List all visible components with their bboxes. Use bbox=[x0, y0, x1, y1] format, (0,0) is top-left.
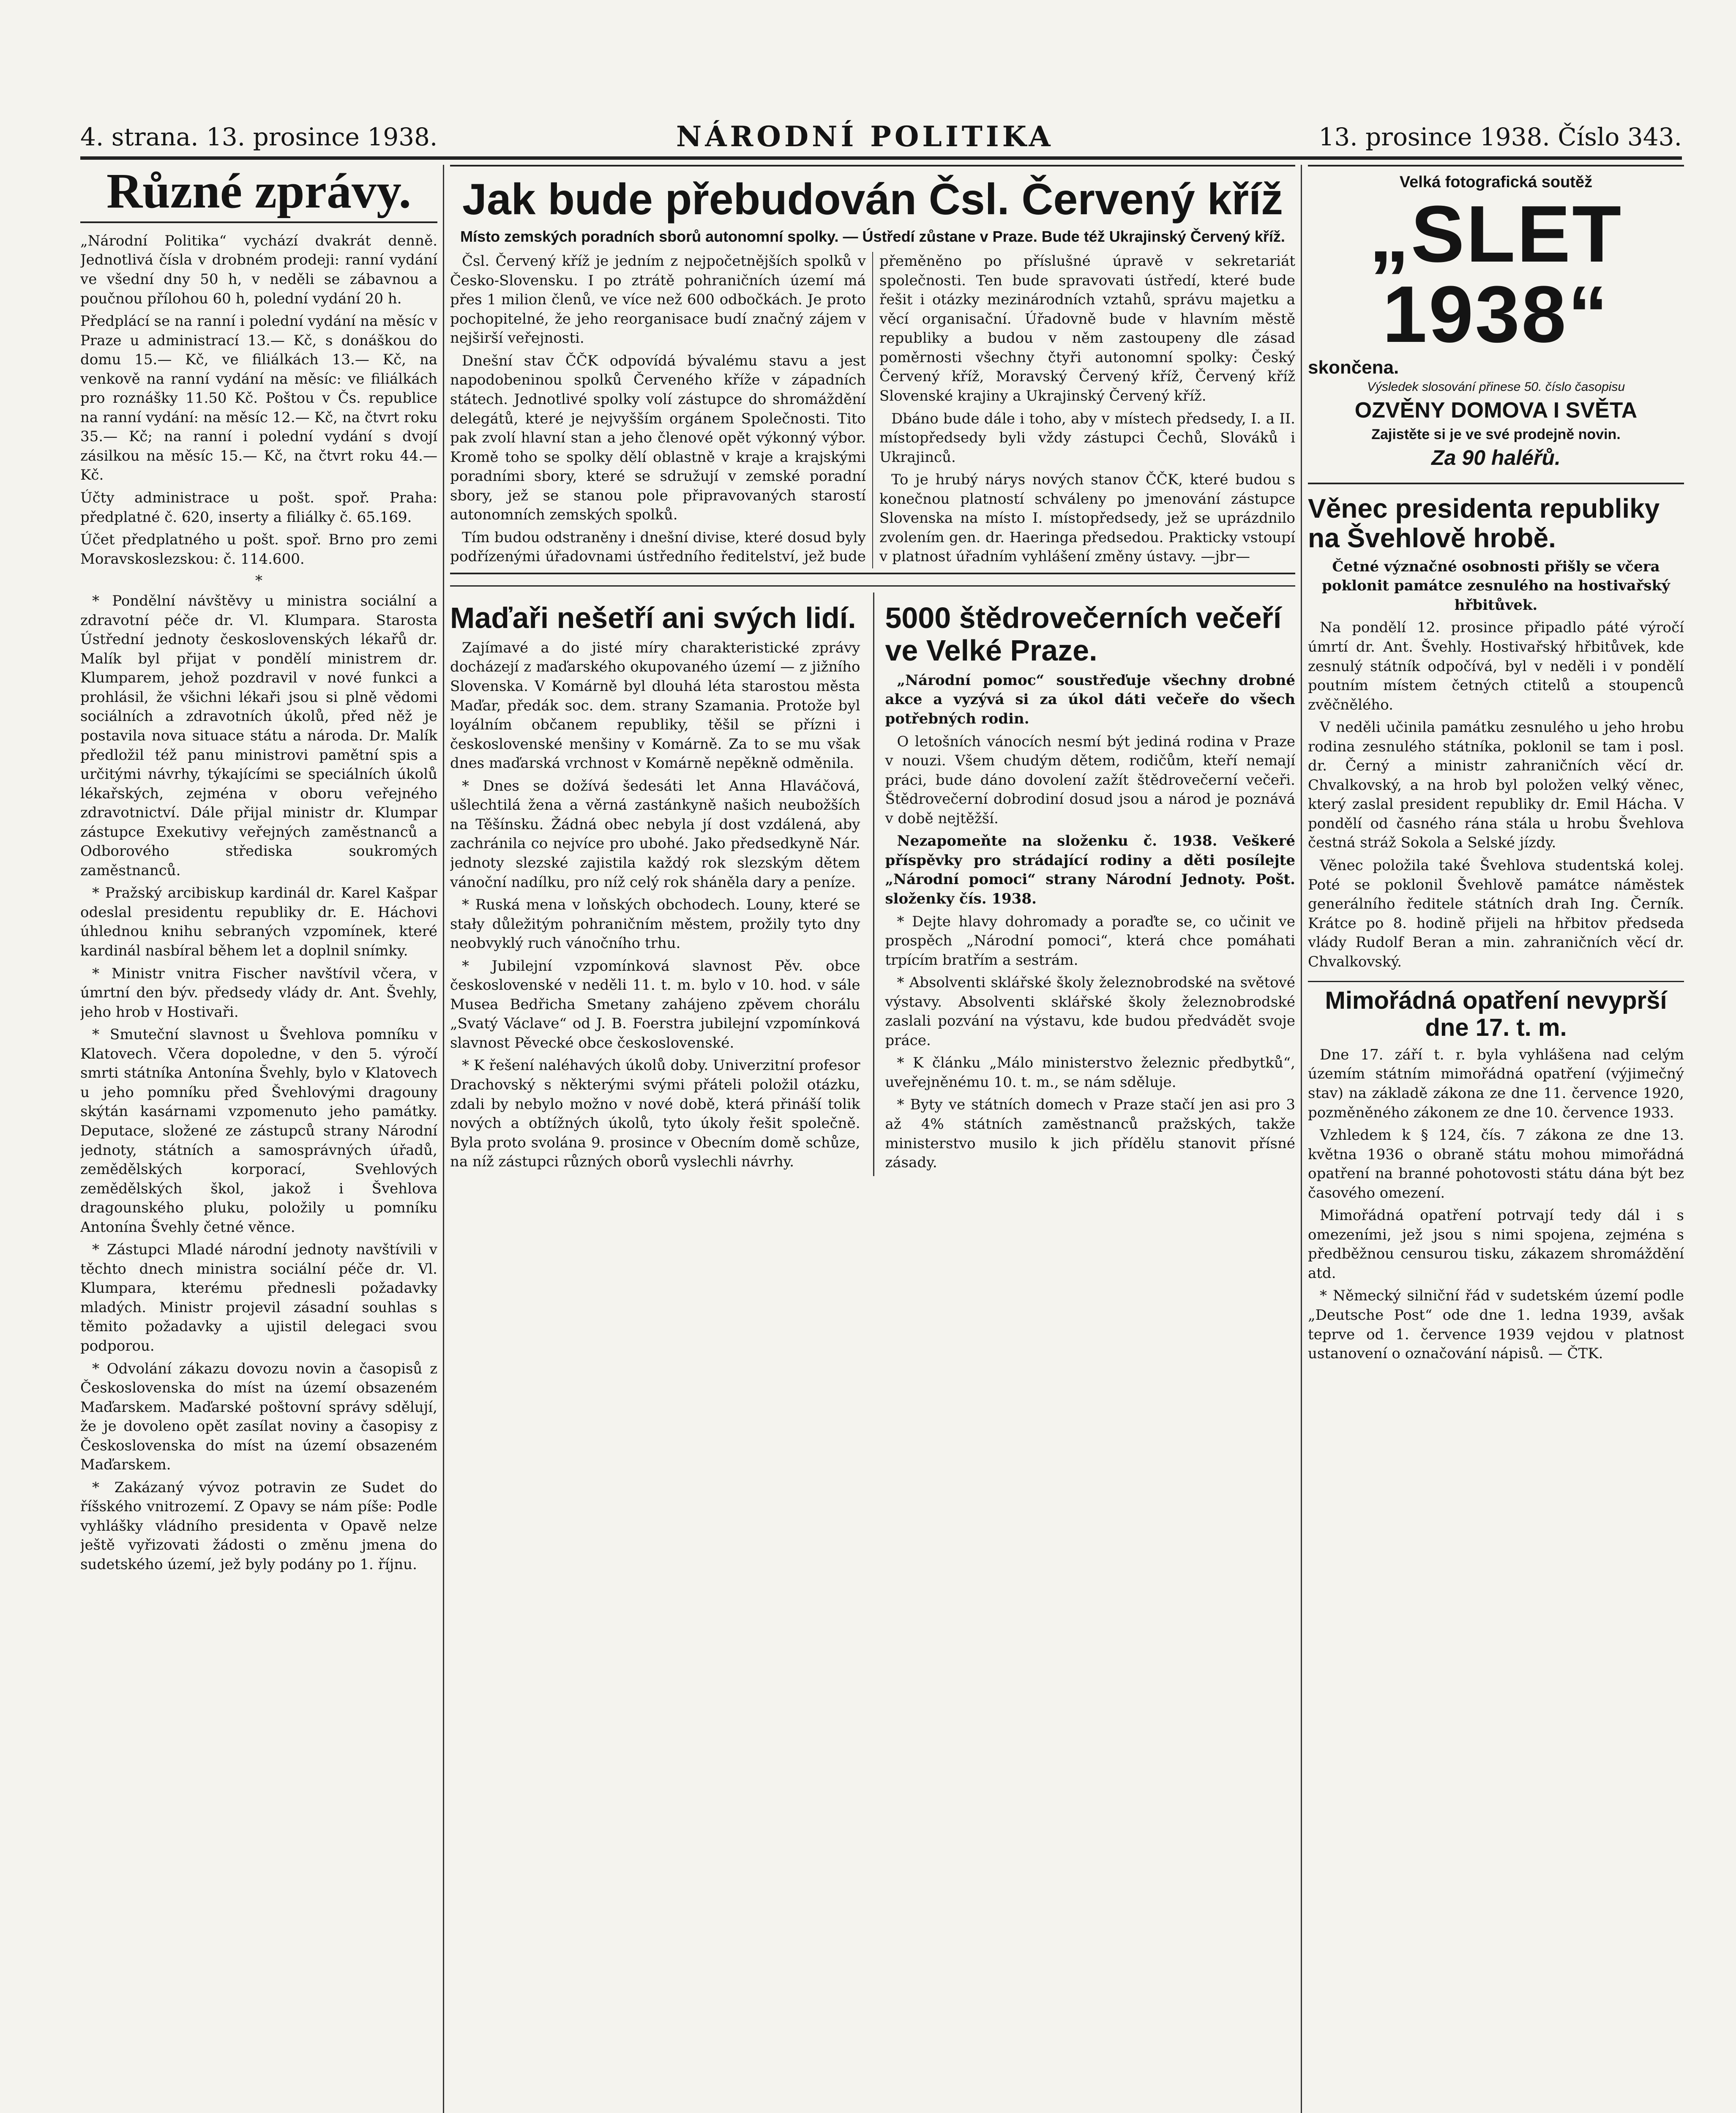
column-right bbox=[1308, 165, 1684, 2113]
article-title: Mimořádná opatření nevyprší dne 17. t. m. bbox=[1308, 981, 1684, 1041]
article-paragraph: * Ruská mena v loňských obchodech. Louny, které se stały důležitým pohraničním městem, prožily tyto dny neobvyklý ruch vánočního trhu. bbox=[450, 896, 860, 952]
info-paragraph: Předplácí se na ranní i polední vydání na měsíc v Praze u administrací 13.— Kč, s donáškou do domu 15.— Kč, ve filiálkách 13.— Kč, na venkově na ranní vydání na měsíc: ve filiálkách pro roznášky 11.50 Kč. Poštou v Čs. republice na ranní vydání: na měsíc 12.— Kč, na čtvrt roku 35.— Kč; na ranní i polední vydání s dvojí zásilkou na měsíc 15.— Kč, na čtvrt roku 44.— Kč. bbox=[80, 313, 437, 484]
newspaper-title: NÁRODNÍ POLITIKA bbox=[676, 120, 1054, 153]
article-lead: „Národní pomoc“ soustřeďuje všechny drobné akce a vyzývá si za úkol dáti večeře do všech potřebných rodin. bbox=[885, 672, 1295, 728]
article-title: 5000 štědrovečerních večeří ve Velké Praze. bbox=[885, 601, 1282, 667]
slet-note: Zajistěte si je ve své prodejně novin. bbox=[1371, 426, 1621, 442]
article-lead: Četné význačné osobnosti přišly se včera poklonit památce zesnulého na hostivařský hřbitůvek. bbox=[1322, 558, 1670, 614]
article-paragraph: Zajímavé a do jisté míry charakteristické zprávy docházejí z maďarského okupovaného území — z jižního Slovenska. V Komárně byl dlouhá léta starostou města Maďar, předák soc. dem. strany Szamania. Protože byl loyálním občanem republiky, těšil se přízni i československé menšiny v Komárně. Za to se mu však dnes maďarská vrchnost v Komárně nepěkně odměnila. bbox=[450, 639, 860, 772]
news-item: * Zakázaný vývoz potravin ze Sudet do říšského vnitrozemí. Z Opavy se nám píše: Podle vyhlášky vládního presidenta v Opavě nelze ještě vyřizovati žádosti o změnu jmena do sudetského území, jež byly podány po 1. říjnu. bbox=[80, 1479, 437, 1573]
article-paragraph: * Německý silniční řád v sudetském území podle „Deutsche Post“ ode dne 1. ledna 1939, avšak teprve od 1. července 1939 vejdou v platnost ustanovení o označování nápisů. — ČTK. bbox=[1308, 1287, 1684, 1362]
lower-columns bbox=[450, 585, 1295, 1176]
main-article-body bbox=[450, 252, 1295, 568]
article-paragraph: * Dejte hlavy dohromady a poraďte se, co učinit ve prospěch „Národní pomoci“, která chce pomáhati trpícím bratřím a sestrám. bbox=[885, 913, 1295, 969]
article-paragraph: * Byty ve státních domech v Praze stačí jen asi pro 3 až 4% státních zaměstnanců pražských, takže ministerstvo musilo k jich přídělu stanovit přísné zásady. bbox=[885, 1096, 1295, 1171]
article-paragraph: * Dnes se dožívá šedesáti let Anna Hlaváčová, ušlechtilá žena a věrná zastánkyně našich neubožších na Těšínsku. Žádná obec nebyla jí dost vzdálená, aby zachránila co nejvíce pro ubohé. Jako předsedkyně Nár. jednoty slezské zajistila každý rok slezským dětem vánoční nadílku, pro níž celý rok sháněla dary a peníze. bbox=[450, 777, 860, 891]
slet-ended: skončena. bbox=[1308, 357, 1399, 378]
slet-top-line: Velká fotografická soutěž bbox=[1399, 173, 1593, 191]
main-article-title: Jak bude přebudován Čsl. Červený kříž bbox=[462, 175, 1283, 224]
article-paragraph: Dbáno bude dále i toho, aby v místech předsedy, I. a II. místopředsedy byli vždy zástupci Čechů, Slováků i Ukrajinců. bbox=[879, 410, 1295, 466]
article-paragraph: Dnešní stav ČČK odpovídá bývalému stavu a jest napodobeninou spolků Červeného kříže v západních státech. Jednotlivé spolky volí zástupce do shromáždění delegátů, které je nejvyšším orgánem Společnosti. Tito pak zvolí hlavní stan a jeho členové opět výkonný výbor. Kromě toho se spolky dělí oblastně v kraje a krajskými poradními sbory, které se sdružují v zemské poradní sbory, jež se stanou pole připravovaných starostí autonomních zemských spolků. bbox=[450, 352, 866, 524]
slet-price: Za 90 haléřů. bbox=[1431, 446, 1561, 470]
article-paragraph: * Absolventi sklářské školy železnobrodské na světové výstavy. Absolventi sklářské školy železnobrodské zaslali pozvání na výstavu, kde budou předvádět svoje práce. bbox=[885, 974, 1295, 1049]
main-article-subtitle: Místo zemských poradních sborů autonomní spolky. — Ústředí zůstane v Praze. Bude též Ukrajinský Červený kříž. bbox=[460, 228, 1285, 246]
news-item: * Pražský arcibiskup kardinál dr. Karel Kašpar odeslal presidentu republiky dr. E. Háchovi úhlednou knihu sebraných vzpomínek, které kardinál nasbíral během let a doplnil snímky. bbox=[80, 885, 437, 960]
main-article-area bbox=[450, 165, 1295, 2113]
slet-magazine: OZVĚNY DOMOVA I SVĚTA bbox=[1354, 398, 1638, 423]
article-title: Maďaři nešetří ani svých lidí. bbox=[450, 601, 856, 634]
column-divider bbox=[1301, 165, 1302, 2113]
news-item: * Pondělní návštěvy u ministra sociální a zdravotní péče dr. Vl. Klumpara. Starosta Ústřední jednoty československých lékařů dr. Malík byl přijat v pondělí ministrem dr. Klumparem, jehož pozdravil v nové funkci a prohlásil, že všichni lékaři jsou si plně vědomi sociálních a zdravotních úkolů, před něž je postavila nova situace státu a národa. Dr. Malík předložil též panu ministrovi pamětní spis a určitými návrhy, týkajícími se speciálních úkolů lékařských, zejména v oboru veřejného zdravotnictví. Dále přijal ministr dr. Klumpar zástupce Exekutivy veřejných zaměstnanců a Odborového střediska soukromých zaměstnanců. bbox=[80, 592, 437, 879]
article-paragraph: Mimořádná opatření potrvají tedy dál i s omezeními, jež jsou s nimi spojena, zejména s předběžnou censurou tisku, zákazem shromáždění atd. bbox=[1308, 1207, 1684, 1282]
main-article bbox=[450, 165, 1295, 574]
article-paragraph: * K řešení naléhavých úkolů doby. Univerzitní profesor Drachovský s některými svými přáteli položil otázku, zdali by nebylo možno v nové době, která přináší tolik nových a obtížných úkolů, tyto úkoly řešit společně. Byla proto svolána 9. prosince v Obecním domě schůze, na níž zástupci různých oborů vyslechli návrhy. bbox=[450, 1057, 860, 1171]
article-paragraph: * Jubilejní vzpomínková slavnost Pěv. obce československé v neděli 11. t. m. bylo v 10. hod. v sále Musea Bedřicha Smetany zahájeno zpěvem chorálu „Svatý Václave“ od J. B. Foerstra jubilejní vzpomínková slavnost Pěvecké obce československé. bbox=[450, 957, 860, 1051]
news-item: * Odvolání zákazu dovozu novin a časopisů z Československa do míst na území obsazeném Maďarskem. Maďarské poštovní správy sdělují, že je dovoleno opět zasílat noviny a časopisy z Československa do míst na území obsazeném Maďarskem. bbox=[80, 1360, 437, 1474]
masthead bbox=[80, 114, 1682, 161]
separator-star: * bbox=[255, 572, 262, 590]
article-paragraph: To je hrubý nárys nových stanov ČČK, které budou s konečnou platností schváleny po jmenování zástupce Slovenska na místo I. místopředsedy, jež se uprázdnilo zvolením gen. dr. Haeringa předsedou. Prakticky vstoupí v platnost úřadním vyhlášení změny ústavy. —jbr— bbox=[879, 471, 1295, 565]
section-title: Různé zprávy. bbox=[80, 165, 437, 223]
column-various-news bbox=[80, 165, 437, 2113]
article-paragraph: Čsl. Červený kříž je jedním z nejpočetnějších spolků v Česko-Slovensku. I po ztrátě pohraničních území má přes 1 milion členů, ve více než 600 odbočkách. Je proto pochopitelné, že jeho reorganisace budí značný zájem v nejširší veřejnosti. bbox=[450, 253, 866, 347]
news-item: * Ministr vnitra Fischer navštívil včera, v úmrtní den býv. předsedy vlády dr. Ant. Švehly, jeho hrob v Hostivaři. bbox=[80, 965, 437, 1021]
issue-number: 13. prosince 1938. Číslo 343. bbox=[1318, 123, 1682, 151]
info-paragraph: Účet předplatného u pošt. spoř. Brno pro zemi Moravskoslezskou: č. 114.600. bbox=[80, 531, 437, 568]
article-paragraph: Nezapomeňte na složenku č. 1938. Veškeré příspěvky pro strádající rodiny a děti posílejte „Národní pomoci“ strany Národní Jednoty. Pošt. složenky čís. 1938. bbox=[885, 833, 1295, 907]
article-hungarians bbox=[450, 592, 860, 1176]
column-divider bbox=[443, 165, 444, 2113]
article-paragraph: Dne 17. září t. r. byla vyhlášena nad celým územím státním mimořádná opatření (výjimečný stav) na základě zákona ze dne 11. července 1920, pozměněného zákonem ze dne 10. července 1933. bbox=[1308, 1046, 1684, 1121]
article-paragraph: Na pondělí 12. prosince připadlo páté výročí úmrtí dr. Ant. Švehly. Hostivařský hřbitůvek, kde zesnulý státník odpočívá, byl v neděli i v pondělí poutním místem četných ctitelů a stoupenců zvěčnělého. bbox=[1308, 619, 1684, 713]
slet-announcement bbox=[1308, 165, 1684, 484]
article-title: Věnec presidenta republiky na Švehlově hrobě. bbox=[1308, 493, 1660, 554]
article-paragraph: Věnec položila také Švehlova studentská kolej. Poté se poklonil Švehlově památce náměstek generálního ředitele státních drah Ing. Černík. Krátce po 8. hodině přijeli na hřbitov předseda vlády Rudolf Beran a min. zahraničních věcí dr. Chvalkovský. bbox=[1308, 857, 1684, 970]
slet-headline: „SLET 1938“ bbox=[1369, 189, 1623, 359]
news-item: * Smuteční slavnost u Švehlova pomníku v Klatovech. Včera dopoledne, v den 5. výročí smrti státníka Antonína Švehly, bylo v Klatovech u jeho pomníku před Švehlovými dragouny skýtán kasárnami vzpomenuto jeho památky. Deputace, složené ze zástupců strany Národní jednoty, státních a samosprávných úřadů, zemědělských korporací, Svehlových zemědělských škol, jakož i Švehlova dragounského pluku, položily u pomníku Antonína Švehly četné věnce. bbox=[80, 1026, 437, 1236]
masthead-rule bbox=[80, 156, 1682, 160]
info-paragraph: „Národní Politika“ vychází dvakrát denně. Jednotlivá čísla v drobném prodeji: ranní vydání ve všední dny 50 h, v neděli se zábavnou a poučnou přílohou 60 h, polední vydání 20 h. bbox=[80, 232, 437, 307]
info-paragraph: Účty administrace u pošt. spoř. Praha: předplatné č. 620, inserty a filiálky č. 65.169. bbox=[80, 489, 437, 526]
article-paragraph: Tím budou odstraněny i dnešní divise, které dosud byly podřízenými úřadovnami ústředního ředitelství, jež bude přeměněno po příslušné úpravě v sekretariát společnosti. Ten bude spravovati ústředí, které bude řešit i otázky mezinárodních vztahů, správu majetku a věcí organisační. Úřadovně bude v hlavním městě republiky a budou v něm zastoupeny dle zásad poměrnosti všechny čtyři autonomní spolky: Český Červený kříž, Moravský Červený kříž, Červený kříž Slovenské krajiny a Ukrajinský Červený kříž. bbox=[450, 253, 1295, 565]
page-number-date: 4. strana. 13. prosince 1938. bbox=[80, 123, 438, 151]
slet-caption: Výsledek slosování přinese 50. číslo časopisu bbox=[1367, 380, 1625, 394]
news-item: * Zástupci Mladé národní jednoty navštívili v těchto dnech ministra sociální péče dr. Vl. Klumpara, kterému přednesli požadavky mladých. Ministr projevil zásadní souhlas s těmito požadavky a ujistil delegaci svou podporou. bbox=[80, 1241, 437, 1354]
article-paragraph: V neděli učinila památku zesnulého u jeho hrobu rodina zesnulého státníka, poklonil se tam i posl. dr. Černý a ministr zahraničních věcí dr. Chvalkovský, a na hrob byl položen velký věnec, který zaslal president republiky dr. Emil Hácha. V pondělí od časného rána stála u hrobu Švehlova čestná stráž Sokola a Selské jízdy. bbox=[1308, 719, 1684, 852]
article-paragraph: Vzhledem k § 124, čís. 7 zákona ze dne 13. května 1936 o obraně státu mohou mimořádná opatření na branné pohotovosti státu dána být bez časového omezení. bbox=[1308, 1127, 1684, 1201]
article-paragraph: * K článku „Málo ministerstvo železnic předbytků“, uveřejněnému 10. t. m., se nám sděluje. bbox=[885, 1054, 1295, 1091]
article-christmas-dinners bbox=[873, 592, 1296, 1176]
article-paragraph: O letošních vánocích nesmí být jediná rodina v Praze v nouzi. Všem chudým dětem, rodičům, kteří nemají práci, bude dáno dovolení zažít štědrovečerní večeři. Štědrovečerní dobrodiní dosud jsou a národ je poznává v době nejtěžší. bbox=[885, 733, 1295, 827]
